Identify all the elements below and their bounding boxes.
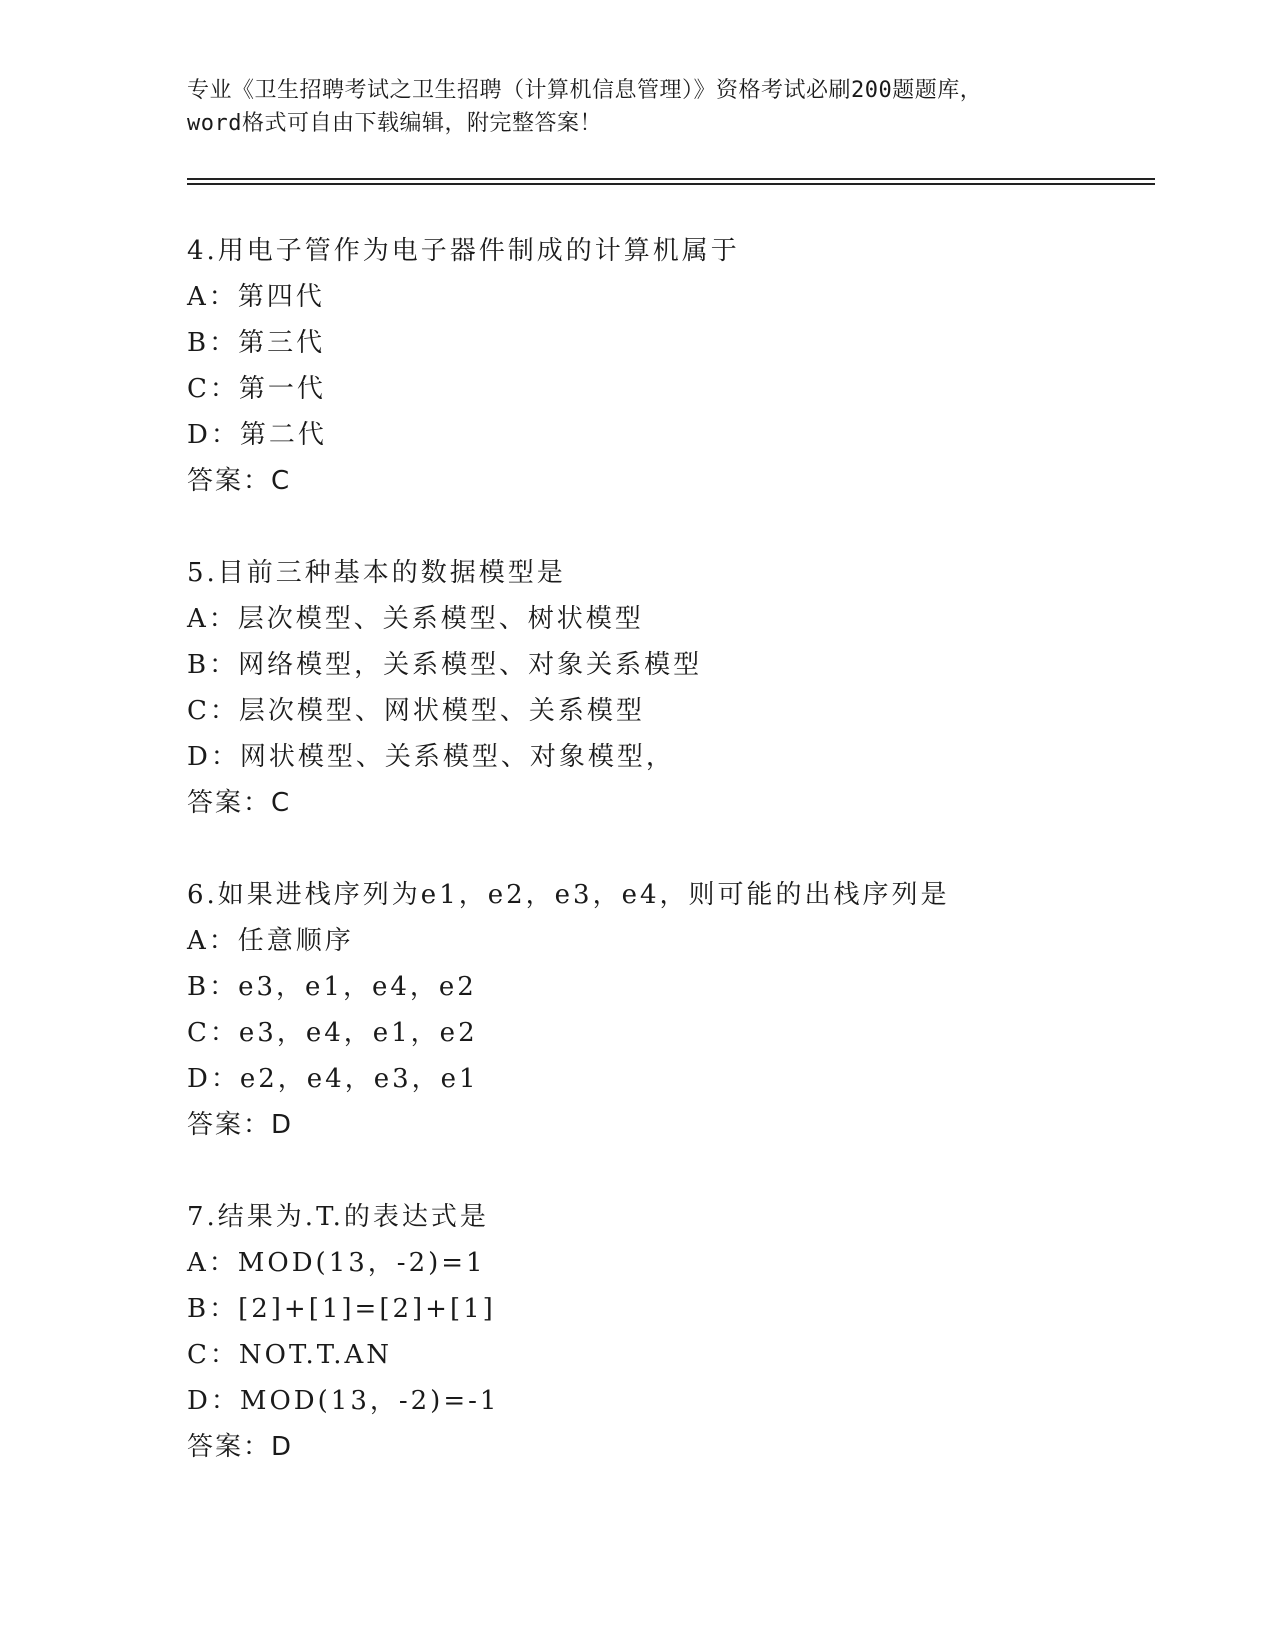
option-c: C：e3，e4，e1，e2 xyxy=(187,1018,478,1048)
option-c: C：第一代 xyxy=(187,374,326,404)
question-item xyxy=(187,550,1147,826)
question-item xyxy=(187,872,1147,1148)
option-a: A：第四代 xyxy=(187,282,325,312)
option-b: B：网络模型，关系模型、对象关系模型 xyxy=(187,650,703,680)
option-d: D：网状模型、关系模型、对象模型， xyxy=(187,742,675,772)
option-b: B：[2]+[1]=[2]+[1] xyxy=(187,1294,496,1324)
option-a: A：MOD(13，-2)=1 xyxy=(187,1248,486,1278)
option-c: C：层次模型、网状模型、关系模型 xyxy=(187,696,645,726)
question-stem: 4.用电子管作为电子器件制成的计算机属于 xyxy=(187,236,740,266)
answer-text: 答案：D xyxy=(187,1110,294,1140)
option-b: B：第三代 xyxy=(187,328,326,358)
question-stem: 7.结果为.T.的表达式是 xyxy=(187,1202,489,1232)
option-d: D：e2，e4，e3，e1 xyxy=(187,1064,479,1094)
header-divider-top xyxy=(187,178,1155,180)
header-line-2: word格式可自由下载编辑，附完整答案！ xyxy=(187,111,602,136)
option-b: B：e3，e1，e4，e2 xyxy=(187,972,477,1002)
question-item xyxy=(187,1194,1147,1470)
option-a: A：层次模型、关系模型、树状模型 xyxy=(187,604,644,634)
answer-text: 答案：C xyxy=(187,466,292,496)
question-stem: 5.目前三种基本的数据模型是 xyxy=(187,558,566,588)
option-a: A：任意顺序 xyxy=(187,926,354,956)
question-item xyxy=(187,228,1147,504)
header-line-1: 专业《卫生招聘考试之卫生招聘（计算机信息管理）》资格考试必刷200题题库， xyxy=(187,78,983,103)
header-divider-bottom xyxy=(187,183,1155,185)
answer-text: 答案：D xyxy=(187,1432,294,1462)
option-d: D：第二代 xyxy=(187,420,327,450)
answer-text: 答案：C xyxy=(187,788,292,818)
question-stem: 6.如果进栈序列为e1，e2，e3，e4，则可能的出栈序列是 xyxy=(187,880,950,910)
option-d: D：MOD(13，-2)=-1 xyxy=(187,1386,500,1416)
question-list xyxy=(187,228,1147,1516)
document-header xyxy=(187,74,1087,140)
option-c: C：NOT.T.AN xyxy=(187,1340,393,1370)
